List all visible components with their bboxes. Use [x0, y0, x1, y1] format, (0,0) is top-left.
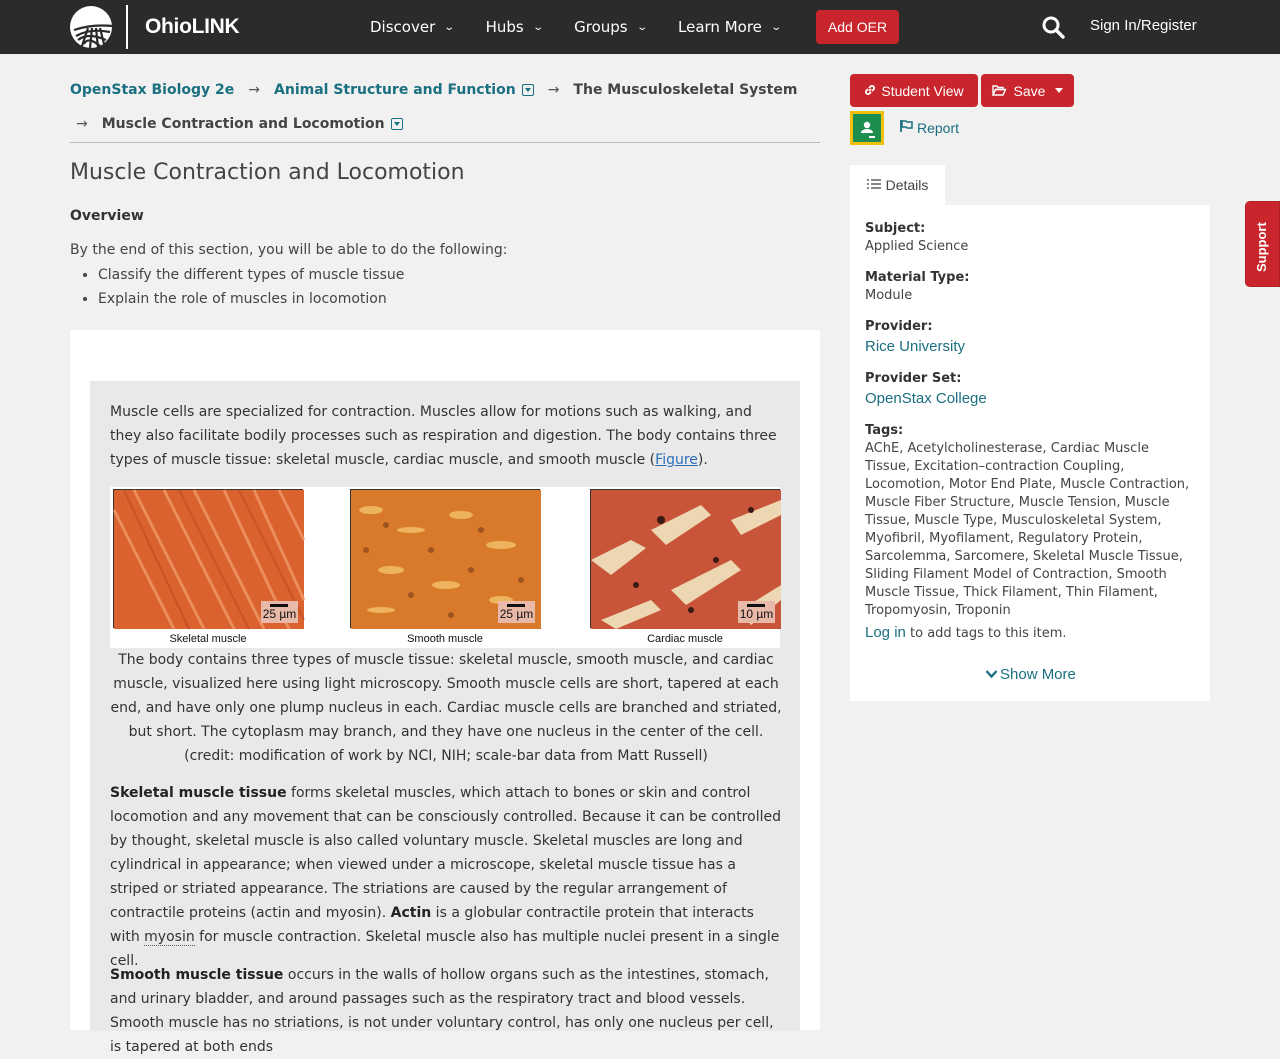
chevron-down-icon: ⌄	[770, 21, 782, 33]
nav-discover[interactable]	[370, 18, 454, 36]
report-label: Report	[917, 119, 960, 136]
provider-label: Provider:	[865, 319, 933, 334]
scale-bar: 25 µm	[498, 601, 535, 623]
paragraph-text: for muscle contraction. Skeletal muscle also has multiple nuclei present in a single cell.	[110, 929, 780, 969]
login-to-tag	[865, 624, 1067, 641]
main-nav	[370, 0, 812, 54]
nav-discover-label: Discover	[370, 18, 436, 36]
nav-hubs-label: Hubs	[485, 18, 524, 36]
chevron-down-icon: ⌄	[532, 21, 544, 33]
login-text: to add tags to this item.	[905, 626, 1067, 641]
nav-hubs[interactable]	[486, 18, 543, 36]
breadcrumb-row-2	[70, 114, 820, 134]
login-link[interactable]: Log in	[865, 624, 906, 641]
glossary-term-myosin[interactable]: myosin	[144, 929, 195, 945]
chevron-down-icon: ⌄	[635, 21, 648, 33]
student-view-button[interactable]	[850, 74, 978, 107]
muscle-figure	[110, 487, 780, 648]
figure-label-smooth: Smooth muscle	[407, 633, 483, 645]
tags-label: Tags:	[865, 423, 904, 438]
folder-open-icon	[992, 83, 1006, 99]
breadcrumb	[70, 80, 820, 134]
breadcrumb-section: Muscle Contraction and Locomotion	[101, 116, 385, 132]
tags-value: AChE, Acetylcholinesterase, Cardiac Muscle Tissue, Excitation–contraction Coupling, Locomotion, Motor End Plate, Muscle Contraction, Muscle Fiber Structure, Muscle Tension, Muscle Tissue, Muscle Type, Musculoskeletal System, Myofibril, Myofilament, Regulatory Protein, Sarcolemma, Sarcomere, Skeletal Muscle Tissue, Sliding Filament Model of Contraction, Smooth Muscle Tissue, Thick Filament, Thin Filament, Tropomyosin, Troponin	[865, 441, 1190, 618]
breadcrumb-divider	[70, 142, 820, 143]
logo-divider	[126, 5, 128, 49]
breadcrumb-unit[interactable]: Animal Structure and Function	[274, 82, 516, 98]
breadcrumb-chapter: The Musculoskeletal System	[573, 82, 798, 98]
save-label: Save	[1013, 82, 1046, 99]
intro-text: By the end of this section, you will be able to do the following:	[70, 242, 508, 258]
breadcrumb-separator: →	[76, 116, 88, 132]
objectives-list	[98, 266, 404, 314]
dropdown-toggle-icon[interactable]	[391, 118, 403, 130]
ohiolink-logo-icon	[70, 6, 112, 48]
paragraph-text: ).	[697, 452, 708, 468]
list-icon	[867, 177, 881, 193]
scale-bar: 25 µm	[261, 601, 298, 623]
figure-link[interactable]: Figure	[655, 452, 698, 468]
report-link[interactable]	[899, 119, 959, 136]
provider-link[interactable]: Rice University	[865, 338, 966, 355]
breadcrumb-separator: →	[248, 82, 261, 98]
details-tab-label: Details	[885, 177, 929, 193]
chevron-down-icon: ⌄	[443, 21, 456, 33]
cardiac-muscle-image	[590, 489, 780, 628]
figure-label-cardiac: Cardiac muscle	[647, 633, 723, 645]
breadcrumb-row-1	[70, 80, 820, 100]
nav-learn-more-label: Learn More	[678, 18, 762, 36]
term-smooth: Smooth muscle tissue	[110, 967, 284, 983]
provider-set-link[interactable]: OpenStax College	[865, 390, 987, 407]
figure-caption: The body contains three types of muscle tissue: skeletal muscle, smooth muscle, and cardiac muscle, visualized here using light microscopy. Smooth muscle cells are short, tapered at each end, and have only one plump nucleus in each. Cardiac muscle cells are branched and striated, but short. The cytoplasm may branch, and they have one nucleus in the center of the cell. (credit: modification of work by NCI, NIH; scale-bar data from Matt Russell)	[110, 652, 782, 764]
show-more-label: Show More	[1000, 666, 1076, 683]
material-type-value: Module	[865, 288, 913, 303]
subject-label: Subject:	[865, 221, 926, 236]
figure-label-skeletal: Skeletal muscle	[169, 633, 247, 645]
scale-bar: 10 µm	[738, 601, 775, 623]
skeletal-muscle-image	[113, 489, 303, 628]
smooth-muscle-image	[350, 489, 540, 628]
paragraph-text: Muscle cells are specialized for contraction. Muscles allow for motions such as walking, and they also facilitate bodily processes such as respiration and digestion. The body contains three types of muscle tissue: skeletal muscle, cardiac muscle, and smooth muscle (	[110, 404, 777, 468]
student-view-label: Student View	[881, 82, 964, 99]
paragraph-intro	[110, 400, 782, 472]
page-title: Muscle Contraction and Locomotion	[70, 160, 465, 185]
chevron-down-icon	[985, 666, 998, 683]
paragraph-skeletal	[110, 781, 782, 973]
flag-icon	[899, 119, 913, 136]
save-button[interactable]	[981, 74, 1074, 107]
caret-down-icon	[1055, 88, 1063, 93]
list-item: • Classify the different types of muscle tissue	[98, 266, 404, 290]
term-skeletal: Skeletal muscle tissue	[110, 785, 287, 801]
search-icon[interactable]	[1041, 15, 1065, 39]
google-classroom-share[interactable]	[850, 111, 884, 145]
term-actin: Actin	[390, 905, 432, 921]
nav-learn-more[interactable]	[678, 18, 780, 36]
breadcrumb-book[interactable]: OpenStax Biology 2e	[70, 82, 235, 98]
nav-groups-label: Groups	[574, 18, 628, 36]
google-classroom-icon	[853, 114, 881, 142]
link-icon	[864, 83, 876, 99]
paragraph-text: forms skeletal muscles, which attach to bones or skin and control locomotion and any movement that can be consciously controlled. Because it can be controlled by thought, skeletal muscle is also called voluntary muscle. Skeletal muscles are long and cylindrical in appearance; when viewed under a microscope, skeletal muscle tissue has a striped or striated appearance. The striations are caused by the regular arrangement of contractile proteins (actin and myosin).	[110, 785, 781, 921]
material-type-label: Material Type:	[865, 270, 970, 285]
nav-groups[interactable]	[574, 18, 646, 36]
overview-heading: Overview	[70, 208, 144, 224]
tab-details[interactable]	[850, 165, 945, 205]
paragraph-text: occurs in the walls of hollow organs such as the intestines, stomach, and urinary bladder, and around passages such as the respiratory tract and blood vessels. Smooth muscle has no striations, is not under voluntary control, has only one nucleus per cell, is tapered at both ends	[110, 967, 774, 1055]
top-navbar	[0, 0, 1280, 54]
support-label: Support	[1254, 222, 1269, 272]
list-item: • Explain the role of muscles in locomotion	[98, 290, 404, 314]
show-more-button[interactable]	[985, 666, 1076, 683]
add-oer-button[interactable]: Add OER	[816, 10, 899, 44]
ohiolink-logo[interactable]	[70, 5, 239, 49]
provider-set-label: Provider Set:	[865, 371, 962, 386]
breadcrumb-separator: →	[547, 82, 560, 98]
subject-value: Applied Science	[865, 239, 969, 254]
paragraph-text: is a globular contractile protein that interacts with	[110, 905, 754, 945]
paragraph-smooth	[110, 963, 782, 1059]
dropdown-toggle-icon[interactable]	[522, 84, 534, 96]
logo-text: OhioLINK	[145, 15, 240, 38]
support-tab[interactable]	[1245, 201, 1280, 287]
sign-in-link[interactable]: Sign In/Register	[1090, 17, 1197, 34]
